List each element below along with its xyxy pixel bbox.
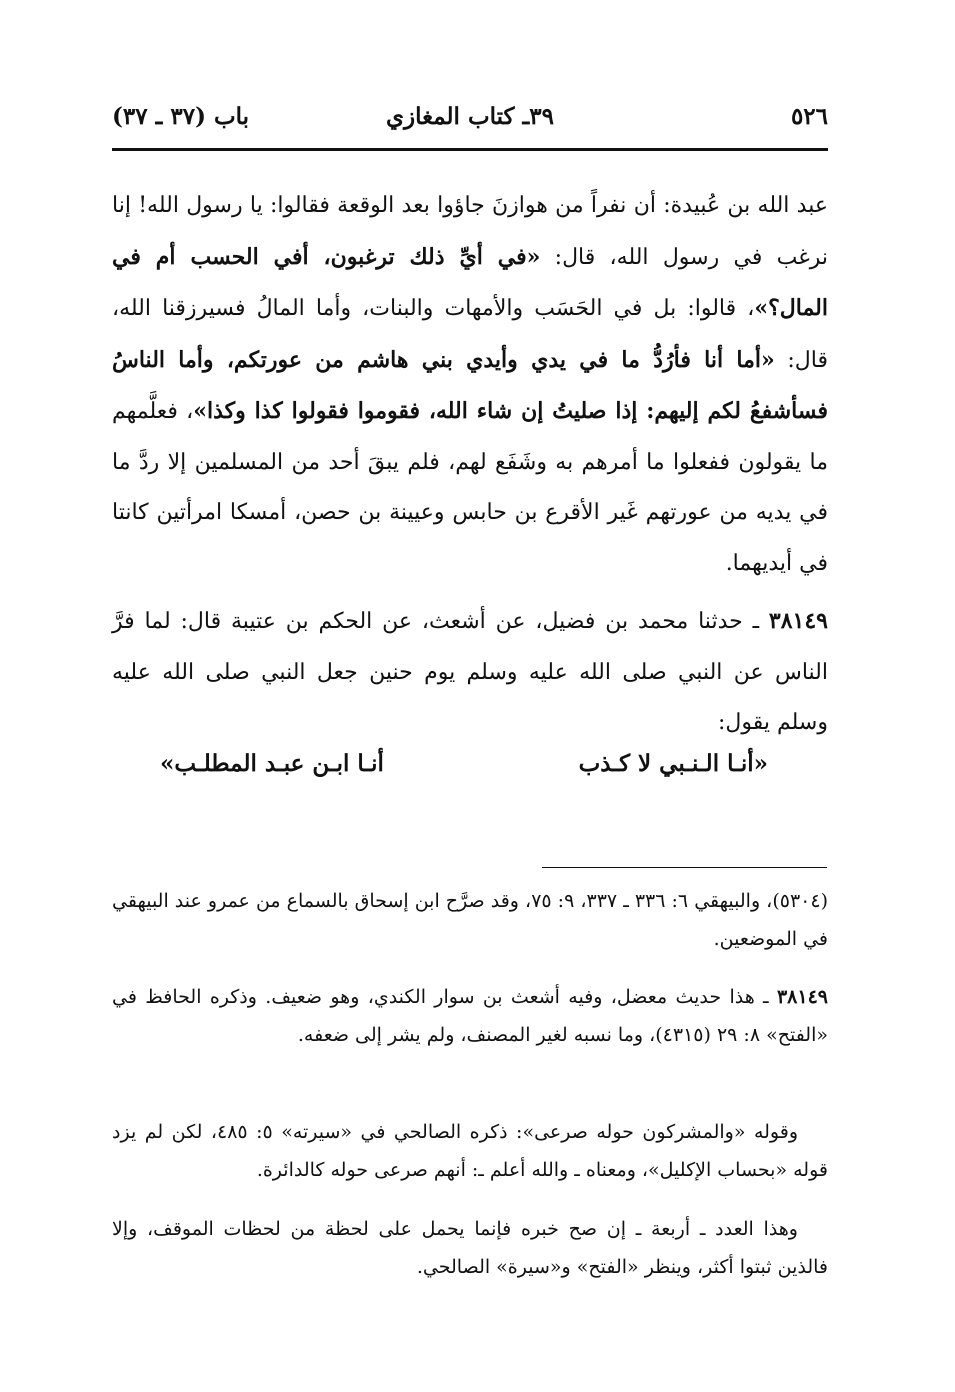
- hadith-text: ـ حدثنا محمد بن فضيل، عن أشعث، عن الحكم بن عتيبة قال: لما فرَّ الناس عن النبي صلى الله عليه وسلم يوم حنين جعل النبي صلى الله عليه وسلم يقول:: [112, 609, 828, 735]
- page-header: [112, 103, 828, 145]
- narration-text: ، فعلَّمهم ما يقولون ففعلوا ما أمرهم به وشَفَع لهم، فلم يبقَ أحد من المسلمين إلا ردَّ ما في يديه من عورتهم غَير الأقرع بن حابس وعيينة بن حصن، أمسكا امرأتين كانتا في أيديهما.: [112, 399, 828, 576]
- running-title: ٣٩ـ كتاب المغازي: [386, 103, 554, 130]
- narration-paragraph: [112, 181, 828, 589]
- chapter-reference: باب (٣٧ ـ ٣٧): [112, 103, 250, 130]
- footnote-separator: [542, 867, 827, 868]
- hadith-paragraph: [112, 596, 828, 749]
- footnote-text: ـ هذا حديث معضل، وفيه أشعث بن سوار الكندي، وهو ضعيف. وذكره الحافظ في «الفتح» ٨: ٢٩ (٤٣١٥)، وما نسبه لغير المصنف، ولم يشر إلى ضعفه.: [112, 986, 828, 1046]
- narration-text: ، قالوا: بل في الحَسَب والأمهات والبنات، وأما المالُ فسيرزقنا الله، قال:: [112, 296, 828, 373]
- footnote-number: ٣٨١٤٩: [776, 986, 828, 1008]
- narration-text: عبد الله بن عُبيدة: أن نفراً من هوازنَ جاؤوا بعد الوقعة فقالوا: يا رسول الله! إنا نرغب في رسول الله، قال:: [112, 193, 828, 270]
- footnote: وقوله «والمشركون حوله صرعى»: ذكره الصالحي في «سيرته» ٥: ٤٨٥، لكن لم يزد قوله «بحساب الإكليل»، ومعناه ـ والله أعلم ـ: أنهم صرعى حوله كالدائرة.: [112, 1121, 828, 1181]
- header-rule: [112, 148, 828, 151]
- poetry-verse: [112, 750, 828, 794]
- prophetic-speech: «أما أنا فأرُدُّ ما في يدي وأيدي بني هاشم من عورتكم، وأما الناسُ فسأشفعُ لكم إليهم: إذا صليتُ إن شاء الله، فقوموا فقولوا كذا وكذا»: [112, 346, 828, 424]
- verse-second-hemistich: أنـا ابـن عبـد المطلـب»: [160, 750, 384, 777]
- verse-first-hemistich: «أنـا الـنـبي لا كـذب: [578, 750, 768, 777]
- page-number: ٥٢٦: [790, 103, 828, 130]
- footnote: (٥٣٠٤)، والبيهقي ٦: ٣٣٦ ـ ٣٣٧، ٩: ٧٥، وقد صرَّح ابن إسحاق بالسماع من عمرو عند البيهقي في الموضعين.: [112, 890, 828, 950]
- hadith-number: ٣٨١٤٩: [768, 608, 828, 634]
- prophetic-speech: «في أيِّ ذلك ترغبون، أفي الحسب أم في المال؟»: [112, 243, 828, 321]
- footnote: وهذا العدد ـ أربعة ـ إن صح خبره فإنما يحمل على لحظة من لحظات الموقف، وإلا فالذين ثبتوا أكثر، وينظر «الفتح» و«سيرة» الصالحي.: [112, 1218, 828, 1278]
- footnote: [112, 978, 828, 1054]
